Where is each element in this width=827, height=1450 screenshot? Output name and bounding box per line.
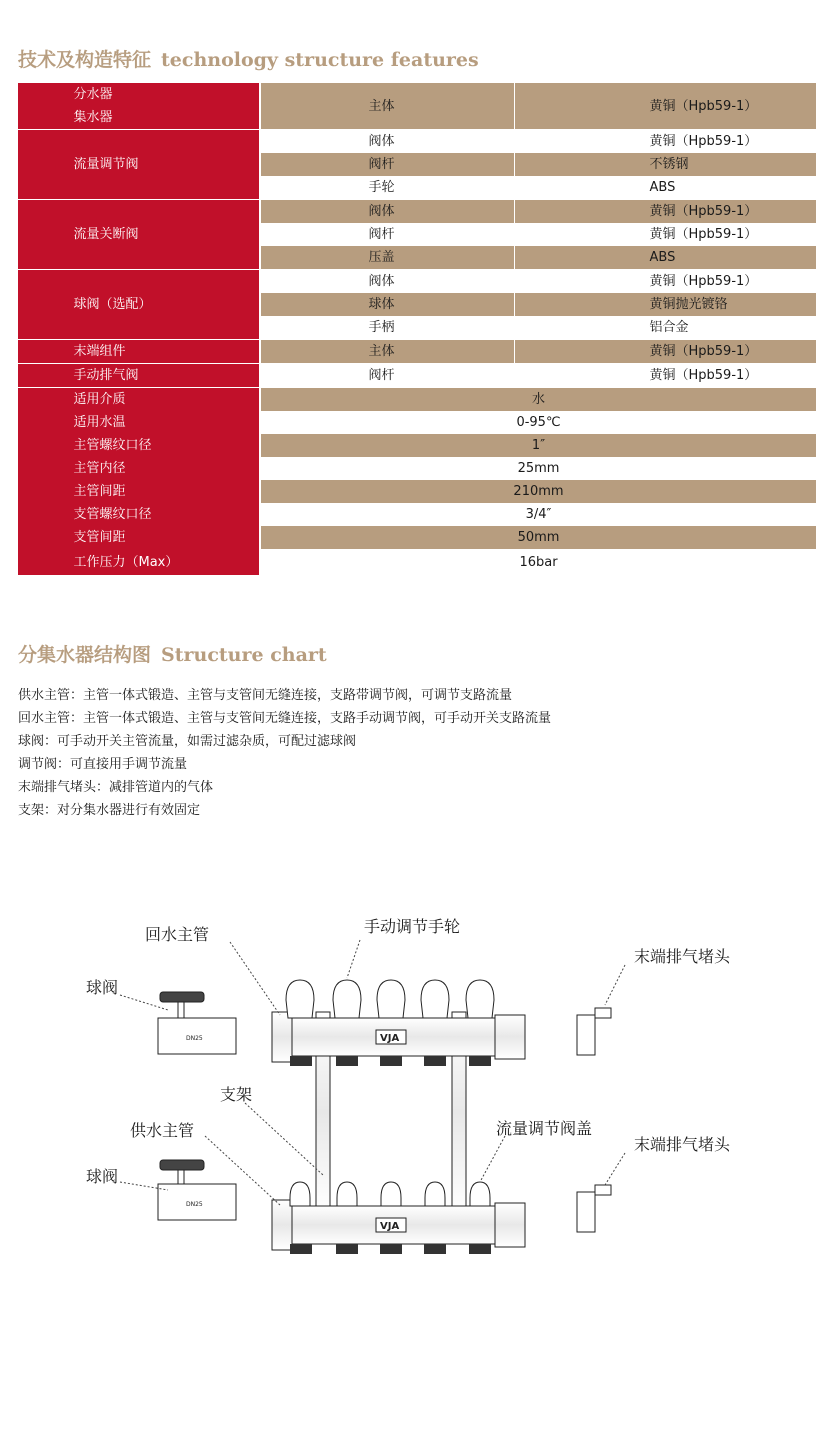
prop-label (18, 434, 259, 457)
ball-valve-bottom-handle (160, 1160, 204, 1170)
prop-value (261, 480, 816, 503)
outlet-thread (380, 1056, 402, 1066)
part-text: 球体 (368, 297, 395, 312)
outlet-thread (290, 1056, 312, 1066)
material-cell (515, 340, 816, 363)
prop-label-text: 主管螺纹口径 (73, 438, 152, 453)
prop-label-text: 支管间距 (73, 530, 126, 545)
title-en: Structure chart (161, 644, 327, 666)
section-title-structure (18, 640, 327, 667)
callout-end-plug-top: 末端排气堵头 (634, 947, 731, 966)
prop-label (18, 457, 259, 480)
prop-value-text: 25mm (517, 461, 560, 476)
section-title-features (18, 45, 479, 72)
material-cell (515, 316, 816, 339)
material-text: 黄铜（Hpb59-1） (649, 344, 758, 359)
label-ball-valve: 球阀（选配） (73, 297, 152, 312)
prop-label-text: 主管内径 (73, 461, 126, 476)
end-plug-top (577, 1015, 595, 1055)
prop-value-text: 1″ (531, 438, 546, 453)
callout-end-plug-bottom: 末端排气堵头 (634, 1135, 731, 1154)
prop-label-text: 适用水温 (73, 415, 126, 430)
part-cell (261, 153, 514, 176)
label-cell-flow-valve (18, 130, 259, 199)
prop-label (18, 411, 259, 434)
prop-value (261, 503, 816, 526)
part-text: 阀体 (368, 274, 395, 289)
material-cell (515, 223, 816, 246)
part-cell (261, 246, 514, 269)
description-line: 末端排气堵头：减排管道内的气体 (18, 780, 214, 795)
description-line: 球阀：可手动开关主管流量，如需过滤杂质，可配过滤球阀 (18, 734, 357, 749)
part-text: 压盖 (368, 250, 395, 265)
end-plug-bottom (577, 1192, 595, 1232)
prop-value (261, 457, 816, 480)
logo-top: VJA (380, 1033, 400, 1044)
label-flow-valve: 流量调节阀 (73, 157, 139, 172)
title-en: technology structure features (161, 49, 479, 71)
end-plug-bottom-vent (595, 1185, 611, 1195)
structure-diagram (0, 900, 827, 1270)
prop-label (18, 526, 259, 549)
ball-valve-top-handle (160, 992, 204, 1002)
prop-label (18, 549, 259, 575)
flow-cap (337, 1182, 357, 1206)
outlet-thread (469, 1244, 491, 1254)
label-cell-manual-vent (18, 364, 259, 387)
description-list (18, 684, 551, 822)
prop-value (261, 549, 816, 575)
material-cell (515, 246, 816, 269)
prop-label (18, 480, 259, 503)
prop-label-text: 支管螺纹口径 (73, 507, 152, 522)
label-end-assembly: 末端组件 (73, 344, 126, 359)
part-text: 主体 (368, 98, 395, 114)
label-cell-distributor (18, 83, 259, 129)
material-cell (515, 83, 816, 129)
material-text: 黄铜（Hpb59-1） (649, 274, 758, 289)
prop-label-text: 适用介质 (73, 392, 126, 407)
material-cell (515, 130, 816, 153)
part-cell (261, 340, 514, 363)
material-text: 铝合金 (649, 320, 689, 335)
material-text: 黄铜（Hpb59-1） (649, 98, 758, 114)
label-cell-shutoff-valve (18, 200, 259, 269)
prop-value-text: 0-95℃ (516, 415, 561, 430)
handwheel (421, 980, 449, 1018)
prop-value-text: 16bar (519, 554, 558, 570)
part-cell (261, 176, 514, 199)
handwheel (377, 980, 405, 1018)
prop-value-text: 水 (531, 392, 545, 407)
callout-ball-valve-bottom: 球阀 (86, 1167, 119, 1186)
material-cell (515, 270, 816, 293)
flow-cap (381, 1182, 401, 1206)
material-text: ABS (649, 250, 676, 265)
title-cn: 技术及构造特征 (18, 49, 152, 71)
leader-end-plug-top (605, 965, 625, 1005)
dn-label-bottom: DN25 (186, 1201, 203, 1208)
prop-value (261, 434, 816, 457)
handwheel (466, 980, 494, 1018)
supply-main-thread (495, 1203, 525, 1247)
outlet-thread (380, 1244, 402, 1254)
outlet-thread (469, 1056, 491, 1066)
callout-bracket: 支架 (220, 1085, 253, 1104)
part-cell (261, 200, 514, 223)
part-cell (261, 83, 514, 129)
part-text: 阀体 (368, 134, 395, 149)
outlet-thread (336, 1056, 358, 1066)
outlet-thread (290, 1244, 312, 1254)
flow-cap (290, 1182, 310, 1206)
label-manual-vent: 手动排气阀 (73, 368, 139, 383)
handwheel (286, 980, 314, 1018)
prop-value-text: 210mm (513, 484, 564, 499)
outlet-thread (336, 1244, 358, 1254)
part-text: 主体 (368, 344, 395, 359)
material-text: 黄铜（Hpb59-1） (649, 204, 758, 219)
flow-cap (470, 1182, 490, 1206)
callout-ball-valve-top: 球阀 (86, 978, 119, 997)
leader-return-main (230, 942, 280, 1015)
leader-end-plug-bottom (605, 1153, 625, 1185)
logo-bottom: VJA (380, 1221, 400, 1232)
callout-return-main: 回水主管 (145, 925, 210, 944)
callout-handwheel: 手动调节手轮 (364, 917, 461, 936)
prop-value (261, 388, 816, 411)
material-text: 黄铜（Hpb59-1） (649, 368, 758, 383)
prop-label (18, 503, 259, 526)
outlet-thread (424, 1244, 446, 1254)
prop-value (261, 411, 816, 434)
outlet-thread (424, 1056, 446, 1066)
part-cell (261, 223, 514, 246)
part-cell (261, 364, 514, 387)
material-cell (515, 176, 816, 199)
material-text: 不锈钢 (649, 157, 689, 172)
dn-label-top: DN25 (186, 1035, 203, 1042)
material-cell (515, 153, 816, 176)
callout-flow-cap: 流量调节阀盖 (496, 1119, 593, 1138)
part-cell (261, 316, 514, 339)
description-line: 调节阀：可直接用手调节流量 (18, 757, 188, 772)
part-cell (261, 130, 514, 153)
part-text: 手柄 (368, 320, 395, 335)
return-main-left-cap (272, 1012, 292, 1062)
part-cell (261, 270, 514, 293)
label-collector: 集水器 (73, 110, 113, 125)
prop-value-text: 50mm (517, 530, 560, 545)
return-main-thread (495, 1015, 525, 1059)
label-cell-end-assembly (18, 340, 259, 363)
title-cn: 分集水器结构图 (18, 644, 152, 666)
description-line: 支架：对分集水器进行有效固定 (18, 803, 201, 818)
prop-label-text: 主管间距 (73, 484, 126, 499)
leader-handwheel (347, 940, 360, 978)
part-text: 阀杆 (368, 368, 395, 383)
material-text: 黄铜抛光镀铬 (649, 297, 728, 312)
label-shutoff-valve: 流量关断阀 (73, 227, 139, 242)
material-cell (515, 293, 816, 316)
leader-bracket (245, 1103, 323, 1175)
prop-value (261, 526, 816, 549)
leader-flow-cap (480, 1136, 505, 1182)
part-cell (261, 293, 514, 316)
part-text: 手轮 (368, 180, 395, 195)
description-line: 回水主管：主管一体式锻造、主管与支管间无缝连接，支路手动调节阀，可手动开关支路流量 (18, 711, 552, 726)
material-cell (515, 364, 816, 387)
supply-main-left-cap (272, 1200, 292, 1250)
prop-value-text: 3/4″ (525, 507, 552, 522)
material-cell (515, 200, 816, 223)
material-text: 黄铜（Hpb59-1） (649, 134, 758, 149)
prop-label-text: 工作压力（Max） (73, 554, 179, 570)
description-line: 供水主管：主管一体式锻造、主管与支管间无缝连接，支路带调节阀，可调节支路流量 (18, 688, 513, 703)
prop-label (18, 388, 259, 411)
flow-cap (425, 1182, 445, 1206)
callout-supply-main: 供水主管 (130, 1121, 195, 1140)
handwheel (333, 980, 361, 1018)
material-text: ABS (649, 180, 676, 195)
part-text: 阀杆 (368, 227, 395, 242)
spec-table (18, 83, 816, 575)
label-cell-ball-valve (18, 270, 259, 339)
part-text: 阀杆 (368, 157, 395, 172)
part-text: 阀体 (368, 204, 395, 219)
material-text: 黄铜（Hpb59-1） (649, 227, 758, 242)
end-plug-top-vent (595, 1008, 611, 1018)
label-distributor: 分水器 (73, 87, 113, 102)
